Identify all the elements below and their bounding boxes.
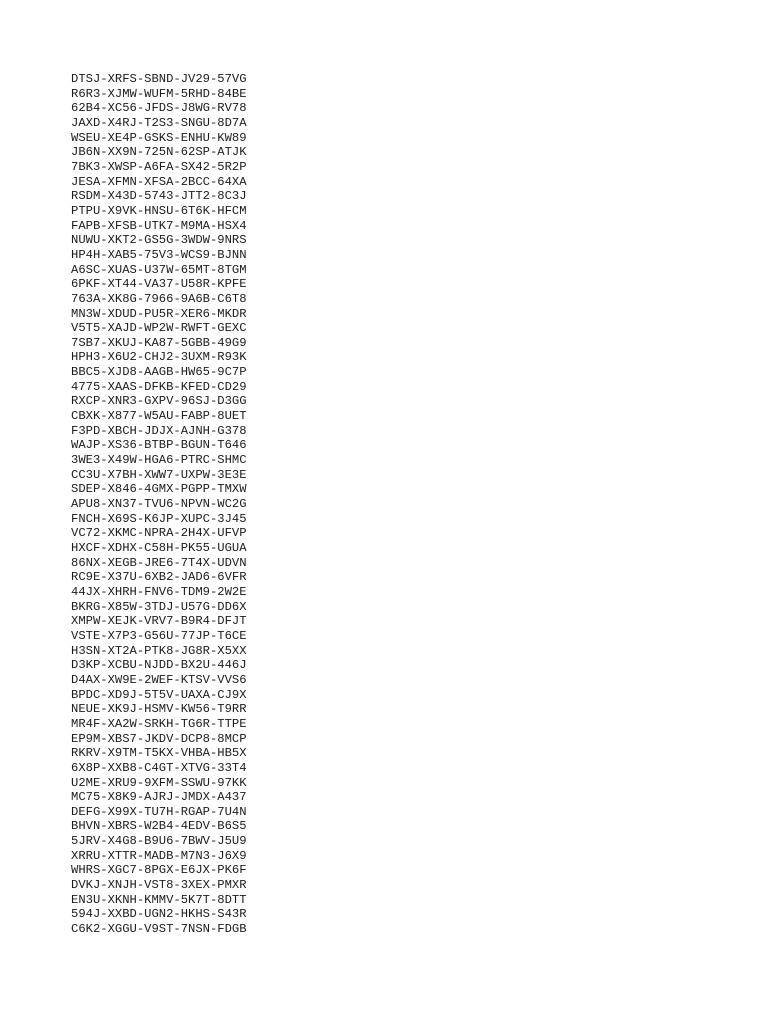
- key-line: XRRU-XTTR-MADB-M7N3-J6X9: [71, 848, 247, 863]
- key-line: BPDC-XD9J-5T5V-UAXA-CJ9X: [71, 687, 247, 702]
- key-line: 7BK3-XWSP-A6FA-SX42-5R2P: [71, 159, 247, 174]
- key-line: RSDM-X43D-5743-JTT2-8C3J: [71, 189, 247, 204]
- key-line: MR4F-XA2W-SRKH-TG6R-TTPE: [71, 716, 247, 731]
- key-line: FAPB-XFSB-UTK7-M9MA-HSX4: [71, 218, 247, 233]
- key-line: 3WE3-X49W-HGA6-PTRC-SHMC: [71, 453, 247, 468]
- key-line: DEFG-X99X-TU7H-RGAP-7U4N: [71, 804, 247, 819]
- key-line: 7SB7-XKUJ-KA87-5GBB-49G9: [71, 335, 247, 350]
- key-line: HPH3-X6U2-CHJ2-3UXM-R93K: [71, 350, 247, 365]
- key-line: RC9E-X37U-6XB2-JAD6-6VFR: [71, 570, 247, 585]
- key-line: MC75-X8K9-AJRJ-JMDX-A437: [71, 790, 247, 805]
- key-line: C6K2-XGGU-V9ST-7NSN-FDGB: [71, 922, 247, 937]
- key-line: MN3W-XDUD-PU5R-XER6-MKDR: [71, 306, 247, 321]
- key-line: WHRS-XGC7-8PGX-E6JX-PK6F: [71, 863, 247, 878]
- key-line: F3PD-XBCH-JDJX-AJNH-G378: [71, 423, 247, 438]
- key-line: WSEU-XE4P-GSKS-ENHU-KW89: [71, 130, 247, 145]
- key-line: RKRV-X9TM-T5KX-VHBA-HB5X: [71, 746, 247, 761]
- key-line: CC3U-X7BH-XWW7-UXPW-3E3E: [71, 467, 247, 482]
- key-line: RXCP-XNR3-GXPV-96SJ-D3GG: [71, 394, 247, 409]
- key-line: 44JX-XHRH-FNV6-TDM9-2W2E: [71, 584, 247, 599]
- key-line: JESA-XFMN-XFSA-2BCC-64XA: [71, 174, 247, 189]
- key-line: FNCH-X69S-K6JP-XUPC-3J45: [71, 511, 247, 526]
- key-line: 86NX-XEGB-JRE6-7T4X-UDVN: [71, 555, 247, 570]
- key-line: 763A-XK8G-7966-9A6B-C6T8: [71, 291, 247, 306]
- key-line: 62B4-XC56-JFDS-J8WG-RV78: [71, 101, 247, 116]
- key-line: JAXD-X4RJ-T2S3-SNGU-8D7A: [71, 115, 247, 130]
- key-line: PTPU-X9VK-HNSU-6T6K-HFCM: [71, 203, 247, 218]
- key-line: BHVN-XBRS-W2B4-4EDV-B6S5: [71, 819, 247, 834]
- key-list: [71, 72, 247, 937]
- key-line: EN3U-XKNH-KMMV-5K7T-8DTT: [71, 892, 247, 907]
- key-line: A6SC-XUAS-U37W-65MT-8TGM: [71, 262, 247, 277]
- key-line: EP9M-XBS7-JKDV-DCP8-8MCP: [71, 731, 247, 746]
- key-line: R6R3-XJMW-WUFM-5RHD-84BE: [71, 86, 247, 101]
- key-line: NEUE-XK9J-HSMV-KW56-T9RR: [71, 702, 247, 717]
- key-line: HP4H-XAB5-75V3-WCS9-BJNN: [71, 247, 247, 262]
- key-line: NUWU-XKT2-GS5G-3WDW-9NRS: [71, 233, 247, 248]
- key-line: BBC5-XJD8-AAGB-HW65-9C7P: [71, 365, 247, 380]
- key-line: VC72-XKMC-NPRA-2H4X-UFVP: [71, 526, 247, 541]
- key-line: 5JRV-X4G8-B9U6-7BWV-J5U9: [71, 834, 247, 849]
- key-line: VSTE-X7P3-G56U-77JP-T6CE: [71, 628, 247, 643]
- key-line: DTSJ-XRFS-SBND-JV29-57VG: [71, 72, 247, 86]
- key-line: WAJP-XS36-BTBP-BGUN-T646: [71, 438, 247, 453]
- key-line: H3SN-XT2A-PTK8-JG8R-X5XX: [71, 643, 247, 658]
- key-line: D3KP-XCBU-NJDD-BX2U-446J: [71, 658, 247, 673]
- key-line: D4AX-XW9E-2WEF-KTSV-VVS6: [71, 672, 247, 687]
- key-line: JB6N-XX9N-725N-62SP-ATJK: [71, 145, 247, 160]
- key-line: CBXK-X877-W5AU-FABP-8UET: [71, 409, 247, 424]
- key-line: U2ME-XRU9-9XFM-SSWU-97KK: [71, 775, 247, 790]
- key-line: V5T5-XAJD-WP2W-RWFT-GEXC: [71, 321, 247, 336]
- key-line: HXCF-XDHX-C58H-PK55-UGUA: [71, 541, 247, 555]
- key-line: XMPW-XEJK-VRV7-B9R4-DFJT: [71, 614, 247, 629]
- key-line: 6X8P-XXB8-C4GT-XTVG-33T4: [71, 760, 247, 775]
- key-line: BKRG-X85W-3TDJ-U57G-DD6X: [71, 599, 247, 614]
- key-line: APU8-XN37-TVU6-NPVN-WC2G: [71, 497, 247, 512]
- key-line: 594J-XXBD-UGN2-HKHS-S43R: [71, 907, 247, 922]
- key-line: DVKJ-XNJH-VST8-3XEX-PMXR: [71, 878, 247, 893]
- key-line: 6PKF-XT44-VA37-U58R-KPFE: [71, 277, 247, 292]
- key-line: 4775-XAAS-DFKB-KFED-CD29: [71, 379, 247, 394]
- key-line: SDEP-X846-4GMX-PGPP-TMXW: [71, 482, 247, 497]
